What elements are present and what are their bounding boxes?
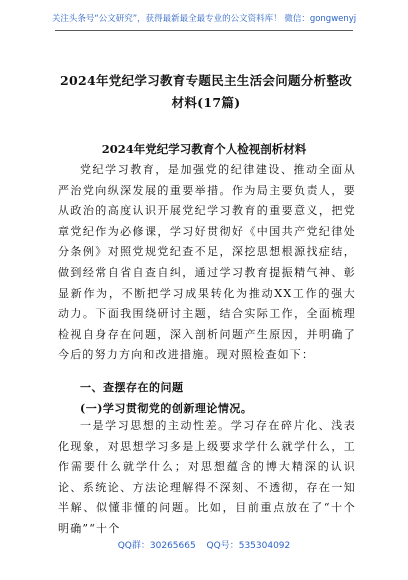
document-subtitle: 2024年党纪学习教育个人检视剖析材料: [101, 142, 307, 156]
document-title: 2024年党纪学习教育专题民主生活会问题分析整改材料(17篇): [60, 73, 352, 110]
subsection-heading: (一)学习贯彻党的创新理论情况。: [80, 402, 253, 415]
intro-paragraph: 党纪学习教育，是加强党的纪律建设、推动全面从严治党向纵深发展的重要举措。作为局主要负责人，要从政治的高度认识开展党纪学习教育的重要意义，把党章党纪作为必修课，学习好贯彻好《中国共产党纪律处分条例》对照党规党纪查不足，深挖思想根源找症结，做到经常自省自查自纠，通过学习教育提振精气神、彰显新作为，不断把学习成果转化为推动XX工作的强大动力。下面我围绕研讨主题，结合实际工作，全面梳理检视自身存在问题，深入剖析问题产生原因，并明确了今后的努力方向和改进措施。现对照检查如下：: [58, 163, 356, 362]
subsection-paragraph: 一是学习思想的主动性差。学习存在碎片化、浅表化现象，对思想学习多是上级要求学什么就学什么，工作需要什么就学什么；对思想蕴含的博大精深的认识论、系统论、方法论理解得不深刻、不透彻，存在一知半解、似懂非懂的问题。比如，目前重点放在了“十个明确”“十个: [58, 419, 356, 535]
footer-contact: QQ群：30265665 QQ号：535304092: [117, 541, 291, 551]
header-notice: 关注头条号“公文研究”，获得最新最全最专业的公文资料库！ 微信：gongwenyj: [51, 14, 357, 24]
header-divider: [55, 30, 353, 31]
section-heading: 一、查摆存在的问题: [80, 381, 184, 394]
